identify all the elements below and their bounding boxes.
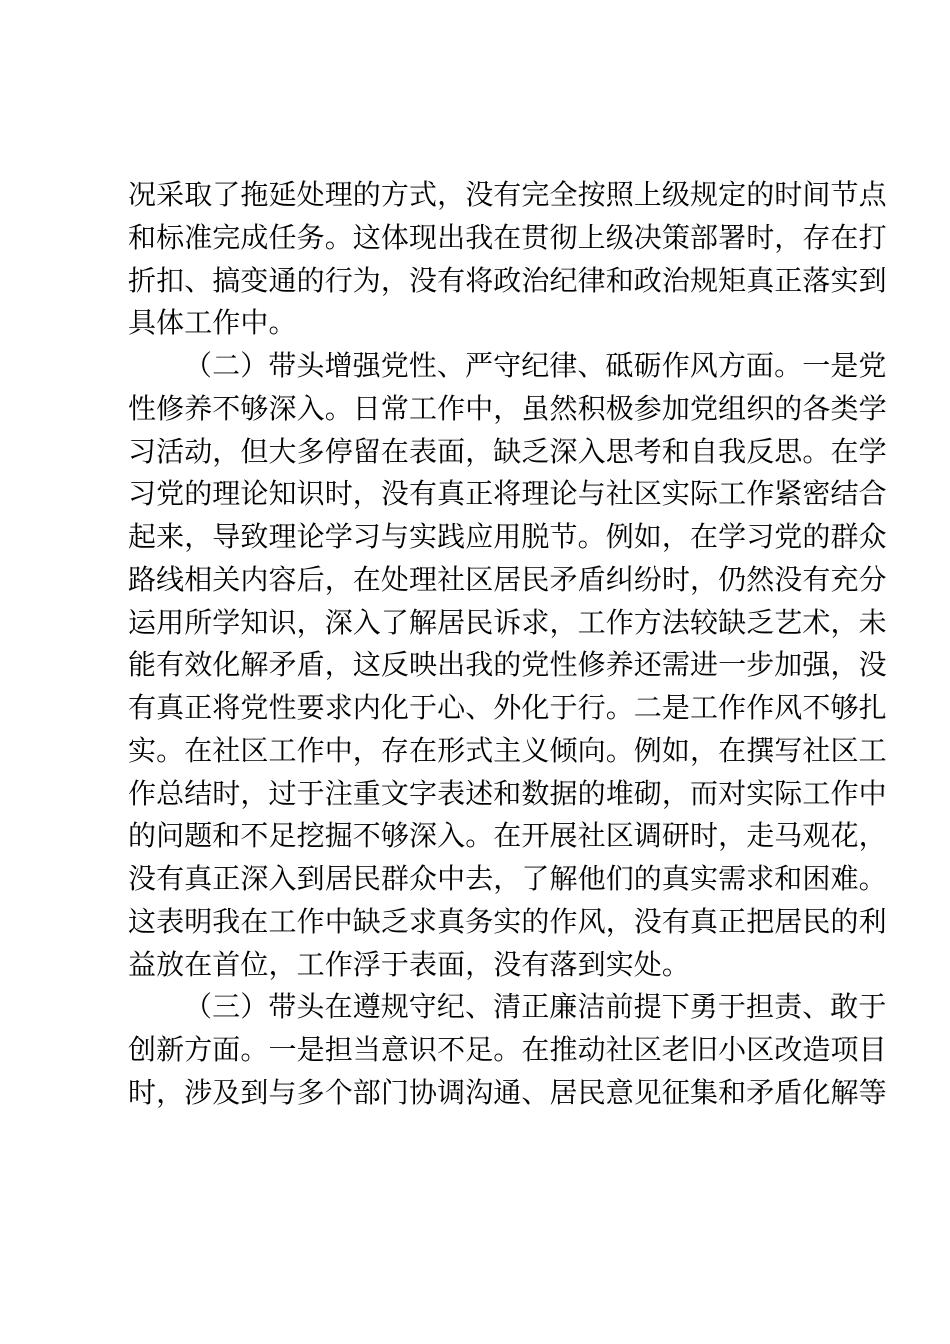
text-line: 没有真正深入到居民群众中去，了解他们的真实需求和困难。 bbox=[128, 862, 887, 895]
text-line: 和标准完成任务。这体现出我在贯彻上级决策部署时，存在打 bbox=[128, 220, 887, 254]
text-line: 的问题和不足挖掘不够深入。在开展社区调研时，走马观花， bbox=[128, 819, 887, 853]
text-line: 时，涉及到与多个部门协调沟通、居民意见征集和矛盾化解等 bbox=[128, 1075, 887, 1109]
text-line: 有真正将党性要求内化于心、外化于行。二是工作作风不够扎 bbox=[128, 691, 887, 724]
text-line: 具体工作中。 bbox=[128, 306, 297, 340]
text-line: 况采取了拖延处理的方式，没有完全按照上级规定的时间节点 bbox=[128, 178, 887, 211]
paragraph-section-two bbox=[128, 345, 887, 986]
text-line: 习活动，但大多停留在表面，缺乏深入思考和自我反思。在学 bbox=[128, 434, 887, 468]
document-body bbox=[128, 174, 887, 1115]
section-heading-line: （二）带头增强党性、严守纪律、砥砺作风方面。一是党 bbox=[184, 349, 887, 382]
section-heading-line: （三）带头在遵规守纪、清正廉洁前提下勇于担责、敢于 bbox=[184, 990, 887, 1024]
text-line: 性修养不够深入。日常工作中，虽然积极参加党组织的各类学 bbox=[128, 391, 887, 425]
text-line: 作总结时，过于注重文字表述和数据的堆砌，而对实际工作中 bbox=[128, 776, 887, 810]
text-line: 创新方面。一是担当意识不足。在推动社区老旧小区改造项目 bbox=[128, 1033, 887, 1066]
text-line: 能有效化解矛盾，这反映出我的党性修养还需进一步加强，没 bbox=[128, 648, 887, 682]
paragraph-section-three bbox=[128, 986, 887, 1114]
text-line: 运用所学知识，深入了解居民诉求，工作方法较缺乏艺术，未 bbox=[128, 605, 887, 639]
text-line: 折扣、搞变通的行为，没有将政治纪律和政治规矩真正落实到 bbox=[128, 263, 887, 297]
paragraph-continuation bbox=[128, 174, 887, 345]
text-line: 路线相关内容后，在处理社区居民矛盾纠纷时，仍然没有充分 bbox=[128, 562, 887, 596]
text-line: 益放在首位，工作浮于表面，没有落到实处。 bbox=[128, 947, 691, 981]
text-line: 实。在社区工作中，存在形式主义倾向。例如，在撰写社区工 bbox=[128, 733, 887, 767]
text-line: 起来，导致理论学习与实践应用脱节。例如，在学习党的群众 bbox=[128, 520, 887, 553]
text-line: 这表明我在工作中缺乏求真务实的作风，没有真正把居民的利 bbox=[128, 904, 887, 938]
text-line: 习党的理论知识时，没有真正将理论与社区实际工作紧密结合 bbox=[128, 477, 887, 511]
